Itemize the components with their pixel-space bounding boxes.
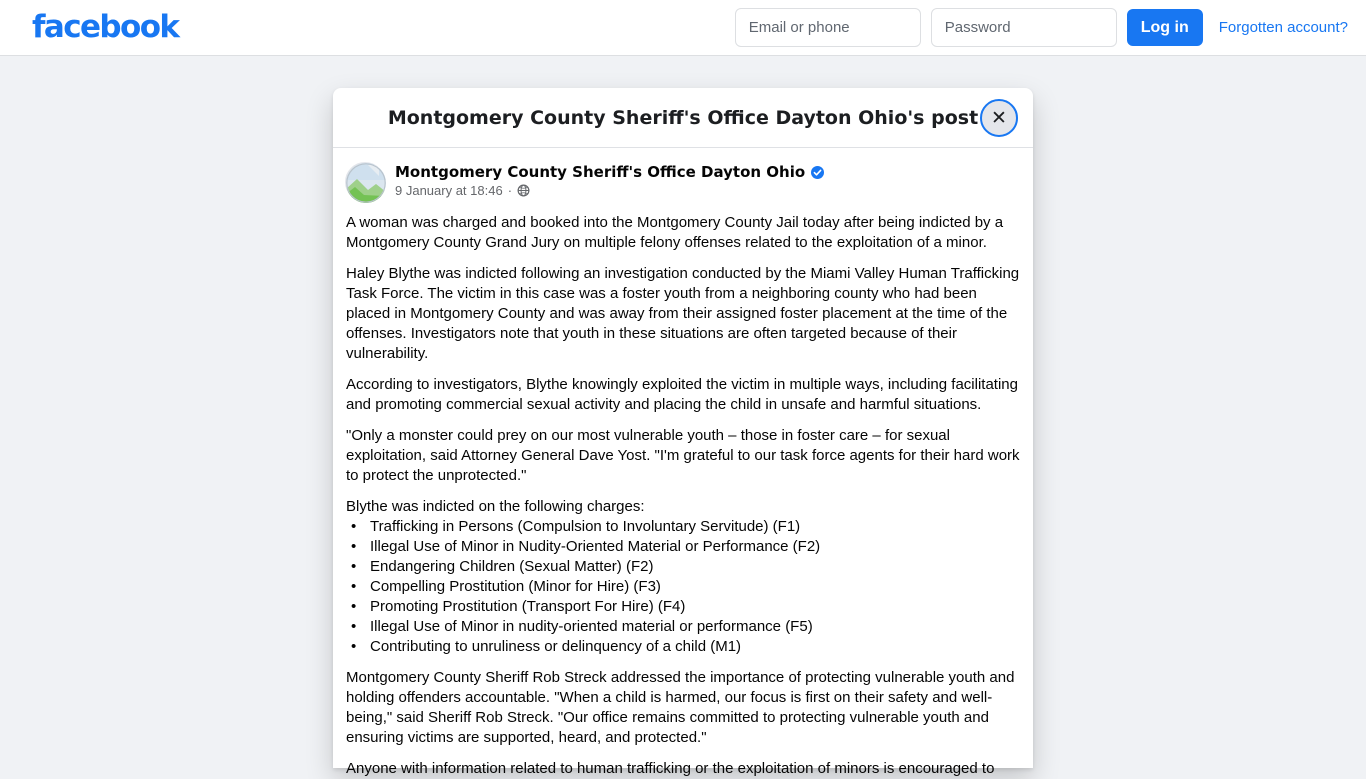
- post-paragraph: Haley Blythe was indicted following an investigation conducted by the Miami Valley Human Trafficking Task Force. The victim in this case was a foster youth from a neighboring county who had been placed in Montgomery County and was away from their assigned foster placement at the time of the offenses. Investigators note that youth in these situations are often targeted because of their vulnerability.: [346, 265, 1020, 362]
- facebook-logo[interactable]: facebook: [32, 9, 179, 45]
- post-paragraph: A woman was charged and booked into the Montgomery County Jail today after being indicted by a Montgomery County Grand Jury on multiple felony offenses related to the exploitation of a minor.: [346, 214, 1004, 251]
- post-timestamp[interactable]: 9 January at 18:46: [395, 183, 503, 198]
- list-item: • Contributing to unruliness or delinquency of a child (M1): [346, 637, 1020, 657]
- globe-icon[interactable]: [517, 184, 530, 197]
- avatar[interactable]: [345, 162, 385, 202]
- charges-intro: Blythe was indicted on the following charges:: [346, 498, 645, 515]
- post-paragraph: Anyone with information related to human trafficking or the exploitation of minors is encouraged to: [346, 760, 995, 777]
- post-dialog: [333, 88, 1033, 777]
- post-author-row: [345, 162, 1021, 202]
- charges-list: [346, 517, 1020, 657]
- post-paragraph: "Only a monster could prey on our most vulnerable youth – those in foster care – for sexual exploitation, said Attorney General Dave Yost. "I'm grateful to our task force agents for their hard work to protect the unprotected.": [346, 427, 1020, 484]
- list-item: • Trafficking in Persons (Compulsion to Involuntary Servitude) (F1): [346, 517, 1020, 537]
- separator-dot: ·: [507, 183, 513, 198]
- dialog-header: [333, 88, 1033, 148]
- list-item: • Compelling Prostitution (Minor for Hire) (F3): [346, 577, 1020, 597]
- post-text: [345, 213, 1021, 779]
- author-name-line: [395, 163, 824, 181]
- verified-badge-icon: [811, 166, 824, 179]
- list-item: • Illegal Use of Minor in nudity-oriented material or performance (F5): [346, 617, 1020, 637]
- list-item: • Promoting Prostitution (Transport For Hire) (F4): [346, 597, 1020, 617]
- avatar-image: [346, 163, 386, 203]
- post-content: [333, 148, 1033, 779]
- close-button[interactable]: [980, 99, 1018, 137]
- email-field[interactable]: [735, 8, 921, 47]
- author-name[interactable]: Montgomery County Sheriff's Office Dayton Ohio: [395, 163, 806, 181]
- login-button[interactable]: Log in: [1127, 9, 1203, 46]
- list-item: • Illegal Use of Minor in Nudity-Oriented Material or Performance (F2): [346, 537, 1020, 557]
- close-icon: ✕: [991, 106, 1007, 129]
- author-meta: [395, 162, 824, 198]
- list-item: • Endangering Children (Sexual Matter) (F2): [346, 557, 1020, 577]
- post-paragraph: According to investigators, Blythe knowingly exploited the victim in multiple ways, including facilitating and promoting commercial sexual activity and placing the child in unsafe and harmful situations.: [346, 376, 1018, 413]
- login-form: [735, 8, 1348, 47]
- password-field[interactable]: [931, 8, 1117, 47]
- dialog-title: Montgomery County Sheriff's Office Dayton Ohio's post: [387, 106, 979, 129]
- post-time-line: [395, 183, 824, 198]
- forgotten-account-link[interactable]: Forgotten account?: [1218, 19, 1348, 36]
- site-header: [0, 0, 1366, 56]
- post-paragraph: Montgomery County Sheriff Rob Streck addressed the importance of protecting vulnerable youth and holding offenders accountable. "When a child is harmed, our focus is first on their safety and well-being," said Sheriff Rob Streck. "Our office remains committed to protecting vulnerable youth and ensuring victims are supported, heard, and protected.": [346, 669, 1015, 746]
